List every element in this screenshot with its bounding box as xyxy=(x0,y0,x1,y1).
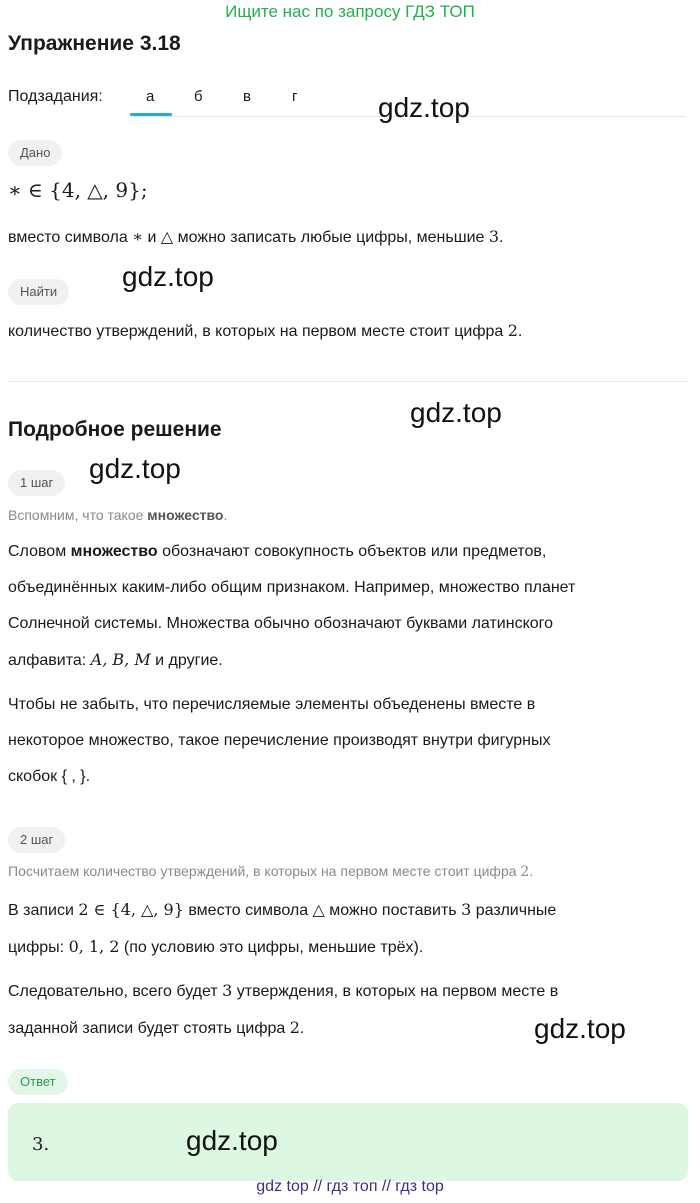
given-badge: Дано xyxy=(8,140,62,166)
tab-g[interactable]: г xyxy=(292,88,298,105)
answer-box xyxy=(8,1103,688,1181)
tab-a[interactable]: а xyxy=(146,88,155,105)
search-banner: Ищите нас по запросу ГДЗ ТОП xyxy=(225,2,475,21)
step-2-badge: 2 шаг xyxy=(8,827,65,853)
step-1-paragraph-1: Словом множество обозначают совокупность объектов или предметов, объединённых каким-либо общим признаком. Например, множество планет Солнечной системы. Множества обычно обозначают буквами латинского алфавита: A, B, M и другие. xyxy=(8,543,576,669)
step-1-badge: 1 шаг xyxy=(8,470,65,496)
find-text: количество утверждений, в которых на первом месте стоит цифра 2. xyxy=(8,321,523,340)
tab-v[interactable]: в xyxy=(243,88,251,105)
watermark: gdz.top xyxy=(122,261,214,292)
watermark: gdz.top xyxy=(186,1125,278,1156)
watermark: gdz.top xyxy=(89,453,181,484)
answer-badge: Ответ xyxy=(8,1069,68,1095)
tab-b[interactable]: б xyxy=(194,88,203,105)
footer-links[interactable]: gdz top // гдз топ // гдз top xyxy=(256,1178,444,1195)
step-1-hint: Вспомним, что такое множество. xyxy=(8,507,228,523)
step-2-paragraph-1: В записи 2 ∈ {4, △, 9} вместо символа △ можно поставить 3 различные цифры: 0, 1, 2 (по условию это цифры, меньшие трёх). xyxy=(8,900,557,956)
step-2-paragraph-2: Следовательно, всего будет 3 утверждения, в которых на первом месте в заданной записи будет стоять цифра 2. xyxy=(8,981,559,1037)
subtasks-label: Подзадания: xyxy=(8,88,103,105)
watermark: gdz.top xyxy=(534,1013,626,1044)
watermark: gdz.top xyxy=(410,397,502,428)
watermark: gdz.top xyxy=(378,92,470,123)
section-divider xyxy=(8,381,688,382)
step-1-paragraph-2: Чтобы не забыть, что перечисляемые элементы объеденены вместе в некоторое множество, такое перечисление производят внутри фигурных скобок { , }. xyxy=(8,696,551,785)
given-text: вместо символа ∗ и △ можно записать любые цифры, меньшие 3. xyxy=(8,227,504,246)
answer-value: 3. xyxy=(32,1134,50,1155)
step-2-hint: Посчитаем количество утверждений, в которых на первом месте стоит цифра 2. xyxy=(8,863,534,880)
find-badge: Найти xyxy=(8,279,69,305)
exercise-title: Упражнение 3.18 xyxy=(8,32,181,55)
given-formula: ∗ ∈ {4, △, 9}; xyxy=(8,178,148,202)
solution-title: Подробное решение xyxy=(8,418,222,441)
